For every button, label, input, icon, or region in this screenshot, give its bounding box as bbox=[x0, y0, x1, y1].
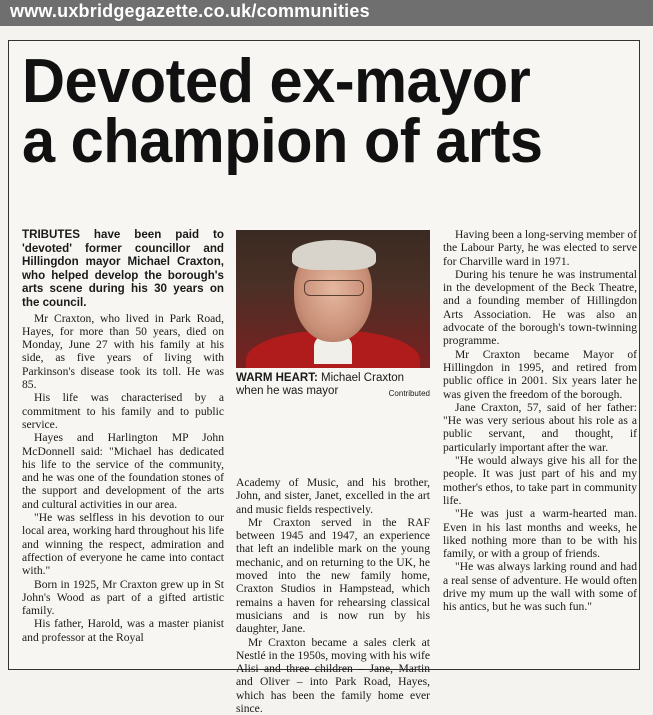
photo-caption bbox=[236, 372, 430, 402]
glasses bbox=[304, 280, 364, 296]
paragraph: "He was just a warm-hearted man. Even in his last months and weeks, he liked nothing more than to be with his family, or with a group of friends. bbox=[443, 507, 637, 561]
paragraph: "He was selfless in his devotion to our local area, working hard throughout his life and winning the respect, admiration and affection of everyone he came into contact with." bbox=[22, 511, 224, 578]
paragraph: Mr Craxton served in the RAF between 1945 and 1947, an experience that left an indelible mark on the young mechanic, and on returning to the UK, he moved into the new family home, Craxton Studios in Hampstead, which remains a haven for rehearsing classical musicians and is now run by his daughter, Jane. bbox=[236, 515, 430, 636]
paragraph: His father, Harold, was a master pianist and professor at the Royal bbox=[22, 617, 224, 644]
portrait-photo bbox=[236, 230, 430, 368]
paragraph: His life was characterised by a commitment to his family and to public service. bbox=[22, 391, 224, 431]
article-column-2 bbox=[236, 476, 430, 715]
paragraph: Mr Craxton, who lived in Park Road, Hayes, for more than 50 years, died on Monday, June 27 with his family at his side, as five years of living with Parkinson's disease took its toll. He was 85. bbox=[22, 311, 224, 392]
paragraph: Jane Craxton, 57, said of her father: "He was very serious about his role as a public servant, and thought, if particularly important after the war. bbox=[443, 400, 637, 454]
paragraph: "He would always give his all for the people. It was just part of his and my mother's ethos, to take part in community life. bbox=[443, 454, 637, 507]
article-column-3 bbox=[443, 228, 637, 614]
paragraph: Hayes and Harlington MP John McDonnell said: "Michael has dedicated his life to the service of the community, and he was one of the foundation stones of the support and development of the arts and cultural activities in our area. bbox=[22, 431, 224, 511]
paragraph: During his tenure he was instrumental in the development of the Beck Theatre, and a founding member of Hillingdon Arts Association. He was also an advocate of the borough's town-twinning programme. bbox=[443, 267, 637, 348]
paragraph: Born in 1925, Mr Craxton grew up in St John's Wood as part of a gifted artistic family. bbox=[22, 577, 224, 618]
hair bbox=[292, 240, 376, 270]
headline bbox=[22, 47, 617, 176]
paragraph: "He was always larking round and had a real sense of adventure. He would often drive my mum up the wall with some of his antics, but he was such fun." bbox=[443, 560, 637, 614]
article-column-1 bbox=[22, 228, 224, 644]
caption-kicker: WARM HEART: bbox=[236, 372, 318, 384]
lead-paragraph: TRIBUTES have been paid to 'devoted' former councillor and Hillingdon mayor Michael Craxton, who helped develop the borough's arts scene during his 30 years on the council. bbox=[22, 228, 224, 309]
site-header-bar bbox=[0, 0, 653, 26]
paragraph: Academy of Music, and his brother, John, and sister, Janet, excelled in the art and music fields respectively. bbox=[236, 476, 430, 516]
headline-line-2: a champion of arts bbox=[22, 107, 543, 176]
photo-credit: Contributed bbox=[388, 389, 430, 398]
paragraph: Mr Craxton became Mayor of Hillingdon in 1995, and retired from public office in 2001. Six years later he was given the freedom of the borough. bbox=[443, 347, 637, 401]
site-url: www.uxbridgegazette.co.uk/communities bbox=[10, 1, 370, 21]
paragraph: Mr Craxton became a sales clerk at Nestlé in the 1950s, moving with his wife Alisi and three children – Jane, Martin and Oliver – into Park Road, Hayes, which has been the family home ever since. bbox=[236, 635, 430, 715]
paragraph: Having been a long-serving member of the Labour Party, he was elected to serve for Charville ward in 1971. bbox=[443, 228, 637, 268]
headline-line-1: Devoted ex-mayor bbox=[22, 47, 531, 116]
caption-text: Michael Craxton when he was mayor bbox=[236, 372, 405, 397]
